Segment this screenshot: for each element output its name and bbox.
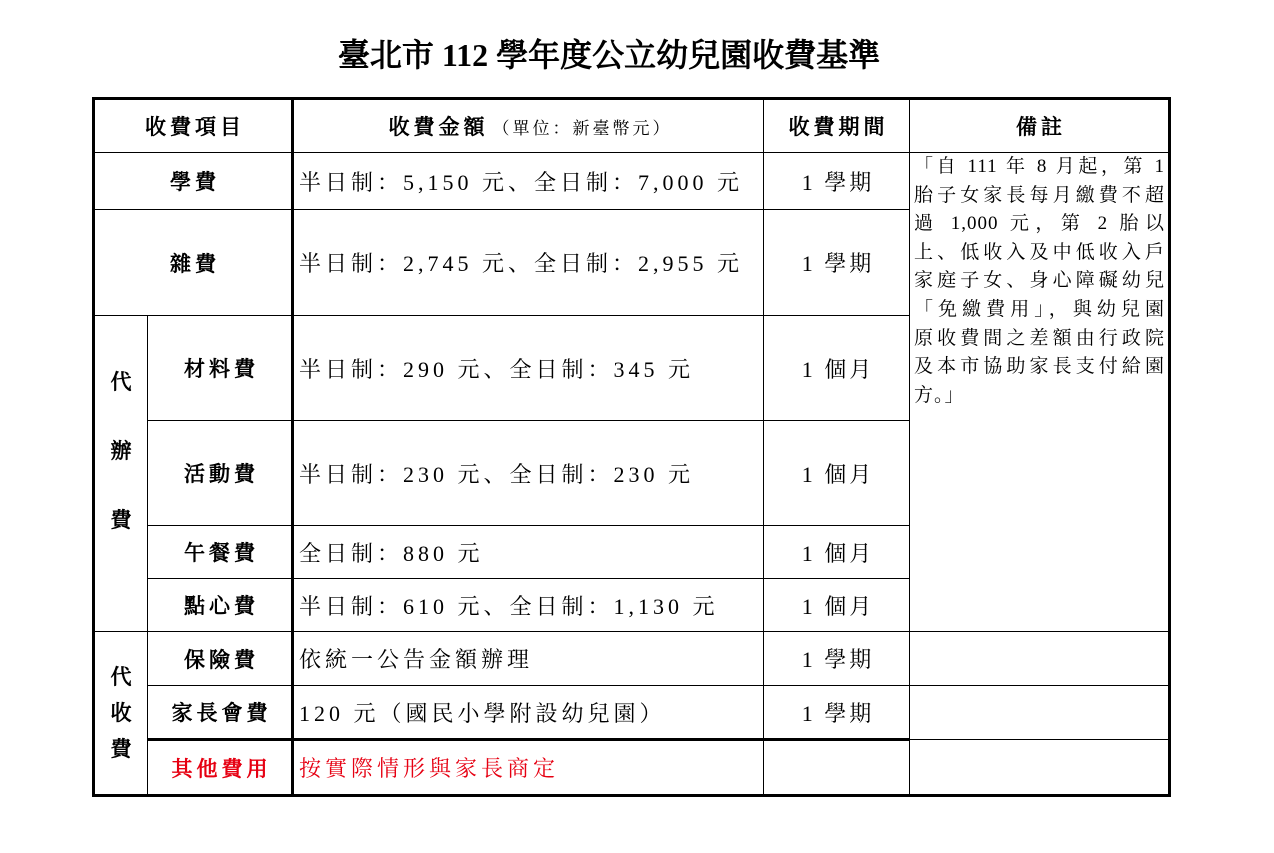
period-materials: 1 個月 bbox=[764, 316, 910, 421]
amount-insurance: 依統一公告金額辦理 bbox=[293, 632, 764, 686]
header-item: 收費項目 bbox=[94, 99, 293, 153]
header-remarks: 備註 bbox=[910, 99, 1170, 153]
table-row bbox=[94, 153, 1170, 210]
remarks-line: 方。」 bbox=[914, 384, 965, 406]
group-agency-fees-label: 代辦費 bbox=[110, 370, 132, 532]
amount-misc-fee: 半日制：2,745 元、全日制：2,955 元 bbox=[293, 210, 764, 316]
item-label-other-fees: 其他費用 bbox=[148, 740, 293, 796]
remarks-line: 胎子女家長每月繳費不超 bbox=[914, 184, 1165, 206]
item-label-tuition: 學費 bbox=[94, 153, 293, 210]
remarks-line: 「自 111 年 8 月起，第 1 bbox=[914, 156, 1165, 177]
header-row bbox=[94, 99, 1170, 153]
period-snack: 1 個月 bbox=[764, 579, 910, 632]
period-tuition: 1 學期 bbox=[764, 153, 910, 210]
remarks-empty-cell bbox=[910, 740, 1170, 796]
remarks-empty-cell bbox=[910, 632, 1170, 686]
remarks-line: 家庭子女、身心障礙幼兒 bbox=[914, 270, 1165, 292]
table-row bbox=[94, 740, 1170, 796]
remarks-line: 「免繳費用」，與幼兒園 bbox=[914, 298, 1165, 320]
period-empty-cell bbox=[764, 740, 910, 796]
header-period: 收費期間 bbox=[764, 99, 910, 153]
group-collected-fees bbox=[94, 632, 148, 796]
remarks-line: 及本市協助家長支付給園 bbox=[914, 356, 1165, 378]
item-label-misc-fee: 雜費 bbox=[94, 210, 293, 316]
amount-materials: 半日制：290 元、全日制：345 元 bbox=[293, 316, 764, 421]
period-activities: 1 個月 bbox=[764, 421, 910, 526]
amount-activities: 半日制：230 元、全日制：230 元 bbox=[293, 421, 764, 526]
period-misc-fee: 1 學期 bbox=[764, 210, 910, 316]
remarks-line: 原收費間之差額由行政院 bbox=[914, 327, 1165, 349]
group-collected-fees-label: 代收費 bbox=[110, 665, 132, 761]
fee-table bbox=[92, 97, 1171, 797]
header-amount bbox=[293, 99, 764, 153]
table-row bbox=[94, 632, 1170, 686]
amount-other-fees: 按實際情形與家長商定 bbox=[293, 740, 764, 796]
period-parent-association: 1 學期 bbox=[764, 686, 910, 740]
amount-snack: 半日制：610 元、全日制：1,130 元 bbox=[293, 579, 764, 632]
item-label-snack: 點心費 bbox=[148, 579, 293, 632]
remarks-line: 過 1,000 元，第 2 胎以 bbox=[914, 213, 1165, 235]
period-lunch: 1 個月 bbox=[764, 526, 910, 579]
amount-tuition: 半日制：5,150 元、全日制：7,000 元 bbox=[293, 153, 764, 210]
remarks-empty-cell bbox=[910, 686, 1170, 740]
item-label-insurance: 保險費 bbox=[148, 632, 293, 686]
item-label-lunch: 午餐費 bbox=[148, 526, 293, 579]
period-insurance: 1 學期 bbox=[764, 632, 910, 686]
table-row bbox=[94, 686, 1170, 740]
item-label-materials: 材料費 bbox=[148, 316, 293, 421]
remarks-cell bbox=[910, 153, 1170, 632]
header-amount-label: 收費金額 bbox=[388, 115, 489, 139]
page-title: 臺北市 112 學年度公立幼兒園收費基準 bbox=[337, 37, 881, 73]
item-label-parent-association: 家長會費 bbox=[148, 686, 293, 740]
header-amount-unit: （單位：新臺幣元） bbox=[492, 119, 673, 138]
amount-lunch: 全日制：880 元 bbox=[293, 526, 764, 579]
remarks-line: 上、低收入及中低收入戶 bbox=[914, 241, 1165, 263]
amount-parent-association: 120 元（國民小學附設幼兒園） bbox=[293, 686, 764, 740]
item-label-activities: 活動費 bbox=[148, 421, 293, 526]
group-agency-fees bbox=[94, 316, 148, 632]
